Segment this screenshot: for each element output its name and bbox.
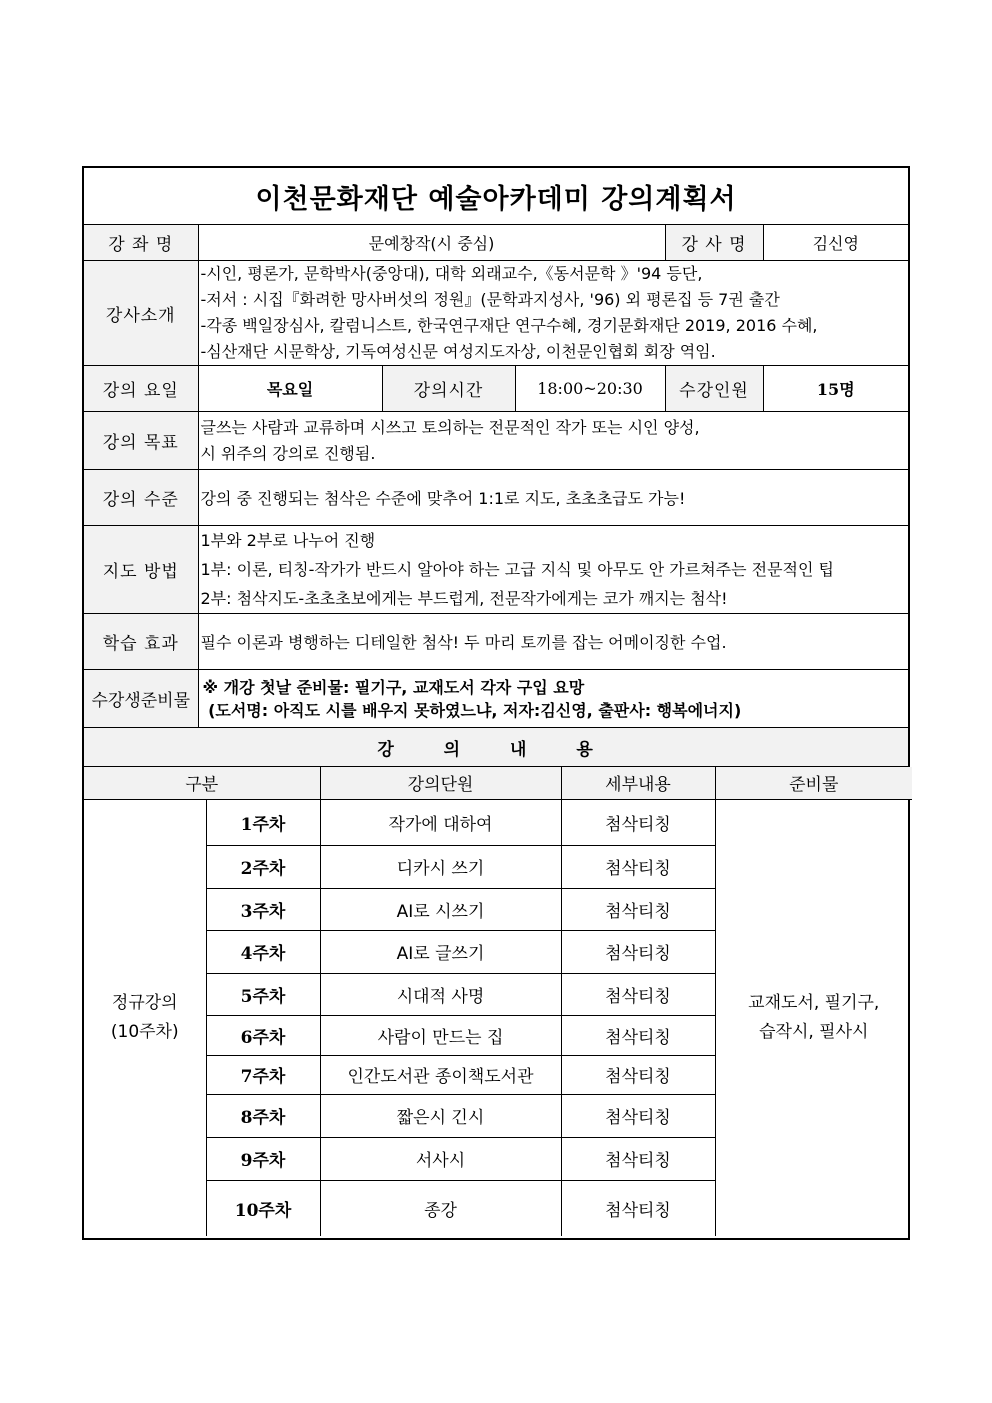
week-unit: 짧은시 긴시	[320, 1094, 561, 1137]
capacity-value: 15명	[763, 366, 908, 412]
plan-table	[84, 168, 908, 767]
week-unit: 사람이 만드는 집	[320, 1015, 561, 1055]
course-name-label: 강 좌 명	[84, 225, 198, 261]
goal-label: 강의 목표	[84, 412, 198, 470]
goal-line: 글쓰는 사람과 교류하며 시쓰고 토의하는 전문적인 작가 또는 시인 양성,	[200, 417, 700, 437]
page-title: 이천문화재단 예술아카데미 강의계획서	[84, 168, 908, 225]
day-label: 강의 요일	[84, 366, 198, 412]
level-text: 강의 중 진행되는 첨삭은 수준에 맞추어 1:1로 지도, 초초초급도 가능!	[198, 470, 908, 526]
content-section-title: 강 의 내 용	[84, 728, 908, 767]
effect-text: 필수 이론과 병행하는 디테일한 첨삭! 두 마리 토끼를 잡는 어메이징한 수업.	[198, 614, 908, 670]
lecture-plan-document	[82, 166, 910, 1240]
time-value: 18:00~20:30	[515, 366, 665, 412]
category-cell	[84, 799, 206, 1236]
week-detail: 첨삭티칭	[561, 1180, 715, 1236]
prep-cell	[715, 799, 912, 1236]
category-duration: (10주차)	[110, 1021, 179, 1042]
goal-text	[198, 412, 908, 470]
intro-text	[198, 261, 908, 366]
category-title: 정규강의	[111, 992, 178, 1013]
week-detail: 첨삭티칭	[561, 930, 715, 973]
week-label: 9주차	[206, 1137, 320, 1180]
goal-line: 시 위주의 강의로 진행됨.	[200, 443, 376, 463]
instructor-value: 김신영	[763, 225, 908, 261]
header-unit: 강의단원	[320, 767, 561, 799]
intro-line: -저서 : 시집『화려한 망사버섯의 정원』(문학과지성사, '96) 외 평론집 등 7권 출간	[200, 290, 780, 309]
prep-line: 습작시, 필사시	[759, 1021, 869, 1042]
materials-text	[198, 670, 908, 728]
week-unit: 인간도서관 종이책도서관	[320, 1055, 561, 1094]
week-detail: 첨삭티칭	[561, 888, 715, 930]
instructor-label: 강 사 명	[665, 225, 763, 261]
effect-label: 학습 효과	[84, 614, 198, 670]
week-unit: 종강	[320, 1180, 561, 1236]
week-detail: 첨삭티칭	[561, 799, 715, 845]
week-detail: 첨삭티칭	[561, 973, 715, 1015]
week-detail: 첨삭티칭	[561, 1094, 715, 1137]
time-label: 강의시간	[382, 366, 515, 412]
week-unit: AI로 글쓰기	[320, 930, 561, 973]
week-label: 10주차	[206, 1180, 320, 1236]
week-label: 3주차	[206, 888, 320, 930]
week-detail: 첨삭티칭	[561, 1015, 715, 1055]
intro-line: -심산재단 시문학상, 기독여성신문 여성지도자상, 이천문인협회 회장 역임.	[200, 342, 716, 361]
method-line: 2부: 첨삭지도-초초초보에게는 부드럽게, 전문작가에게는 코가 깨지는 첨삭!	[200, 589, 728, 608]
week-unit: 디카시 쓰기	[320, 845, 561, 888]
week-unit: 서사시	[320, 1137, 561, 1180]
course-name-value: 문예창작(시 중심)	[198, 225, 665, 261]
header-detail: 세부내용	[561, 767, 715, 799]
method-line: 1부와 2부로 나누어 진행	[200, 531, 376, 550]
week-label: 8주차	[206, 1094, 320, 1137]
weekly-schedule-table	[84, 767, 912, 1236]
day-value: 목요일	[198, 366, 382, 412]
week-unit: 작가에 대하여	[320, 799, 561, 845]
method-line: 1부: 이론, 티칭-작가가 반드시 알아야 하는 고급 지식 및 아무도 안 가르쳐주는 전문적인 팁	[200, 560, 835, 579]
method-text	[198, 526, 908, 614]
week-detail: 첨삭티칭	[561, 1137, 715, 1180]
week-label: 6주차	[206, 1015, 320, 1055]
prep-line: 교재도서, 필기구,	[748, 992, 880, 1013]
intro-line: -시인, 평론가, 문학박사(중앙대), 대학 외래교수,《동서문학 》'94 등단,	[200, 264, 703, 283]
week-label: 1주차	[206, 799, 320, 845]
materials-label: 수강생준비물	[84, 670, 198, 728]
week-label: 4주차	[206, 930, 320, 973]
week-label: 5주차	[206, 973, 320, 1015]
materials-line: (도서명: 아직도 시를 배우지 못하였느냐, 저자:김신영, 출판사: 행복에너지)	[202, 700, 742, 720]
materials-line: ※ 개강 첫날 준비물: 필기구, 교재도서 각자 구입 요망	[202, 677, 585, 697]
week-label: 2주차	[206, 845, 320, 888]
level-label: 강의 수준	[84, 470, 198, 526]
intro-line: -각종 백일장심사, 칼럼니스트, 한국연구재단 연구수혜, 경기문화재단 2019, 2016 수혜,	[200, 316, 818, 335]
week-unit: AI로 시쓰기	[320, 888, 561, 930]
header-prep: 준비물	[715, 767, 912, 799]
week-label: 7주차	[206, 1055, 320, 1094]
intro-label: 강사소개	[84, 261, 198, 366]
capacity-label: 수강인원	[665, 366, 763, 412]
week-detail: 첨삭티칭	[561, 1055, 715, 1094]
week-unit: 시대적 사명	[320, 973, 561, 1015]
method-label: 지도 방법	[84, 526, 198, 614]
header-category: 구분	[84, 767, 320, 799]
week-detail: 첨삭티칭	[561, 845, 715, 888]
